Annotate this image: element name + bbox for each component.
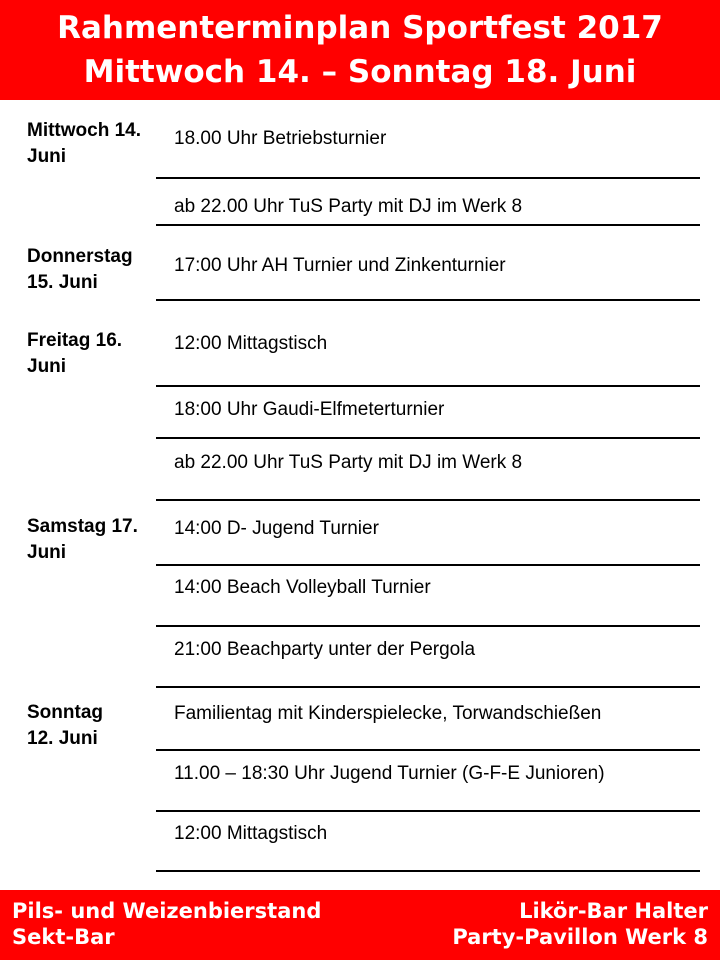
divider <box>156 625 700 627</box>
event-item: 12:00 Mittagstisch <box>174 823 328 844</box>
event-item: 18:00 Uhr Gaudi-Elfmeterturnier <box>174 399 445 420</box>
footer-banner <box>0 890 720 960</box>
event-item: 11.00 – 18:30 Uhr Jugend Turnier (G-F-E Junioren) <box>174 763 605 784</box>
divider <box>156 749 700 751</box>
divider <box>156 870 700 872</box>
divider <box>156 437 700 439</box>
event-item: ab 22.00 Uhr TuS Party mit DJ im Werk 8 <box>174 196 523 217</box>
event-item: 12:00 Mittagstisch <box>174 333 328 354</box>
day-label-samstag: Samstag 17. Juni <box>27 516 138 563</box>
divider <box>156 224 700 226</box>
event-item: Familientag mit Kinderspielecke, Torwandschießen <box>174 703 602 724</box>
divider <box>156 564 700 566</box>
footer-right-line2: Party-Pavillon Werk 8 <box>452 925 708 949</box>
day-label-freitag: Freitag 16. Juni <box>27 330 123 377</box>
footer-left-line1: Pils- und Weizenbierstand <box>12 899 322 923</box>
divider <box>156 686 700 688</box>
divider <box>156 499 700 501</box>
day-label-sonntag: Sonntag 12. Juni <box>27 702 103 749</box>
page-title: Rahmenterminplan Sportfest 2017 <box>57 10 663 46</box>
day-label-donnerstag: Donnerstag 15. Juni <box>27 246 133 293</box>
divider <box>156 299 700 301</box>
event-item: 14:00 D- Jugend Turnier <box>174 518 379 539</box>
event-item: 21:00 Beachparty unter der Pergola <box>174 639 476 660</box>
day-label-mittwoch: Mittwoch 14. Juni <box>27 120 142 167</box>
page-subtitle: Mittwoch 14. – Sonntag 18. Juni <box>83 54 637 90</box>
event-item: 14:00 Beach Volleyball Turnier <box>174 577 431 598</box>
event-item: 17:00 Uhr AH Turnier und Zinkenturnier <box>174 255 506 276</box>
event-item: ab 22.00 Uhr TuS Party mit DJ im Werk 8 <box>174 452 523 473</box>
divider <box>156 385 700 387</box>
divider <box>156 810 700 812</box>
footer-left-line2: Sekt-Bar <box>12 925 115 949</box>
footer-right-line1: Likör-Bar Halter <box>519 899 708 923</box>
divider <box>156 177 700 179</box>
header-banner <box>0 0 720 100</box>
event-item: 18.00 Uhr Betriebsturnier <box>174 128 387 149</box>
